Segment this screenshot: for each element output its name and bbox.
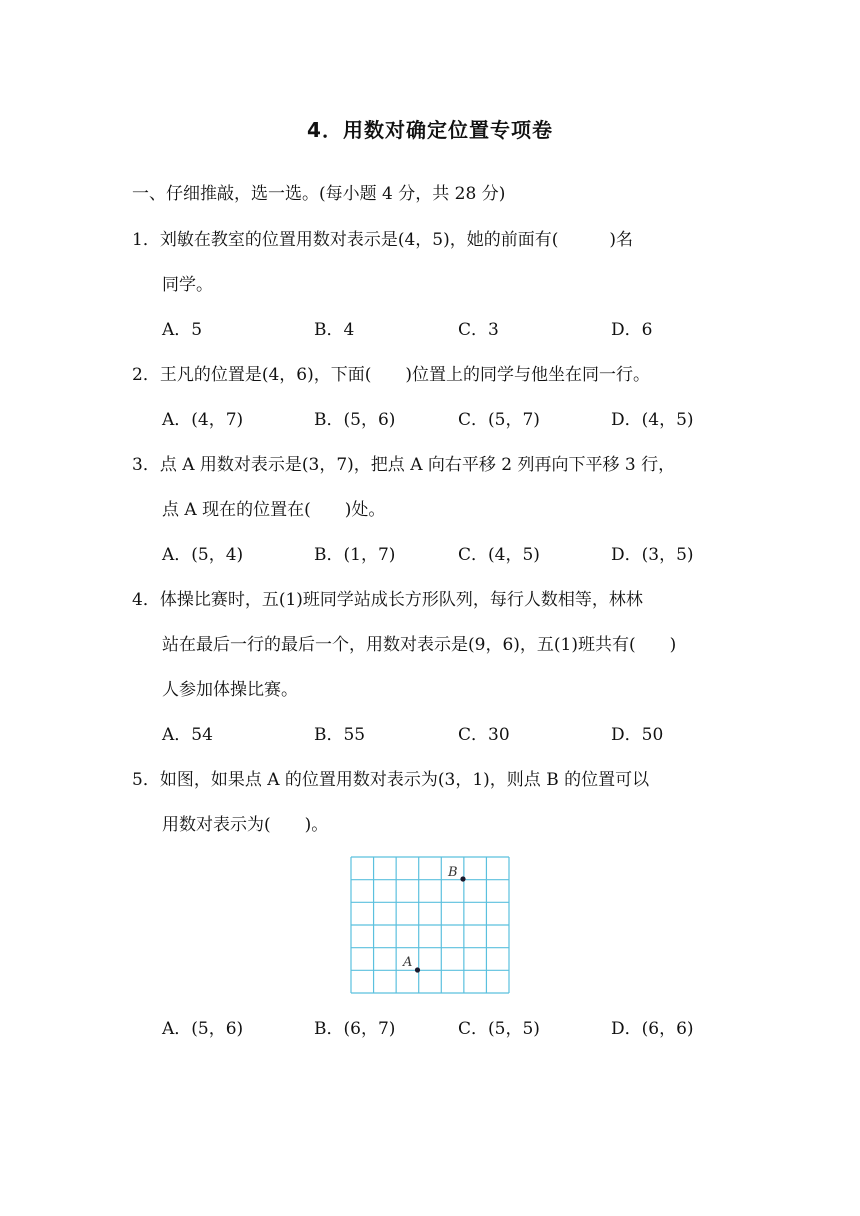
question-4-option-b[interactable]: B．55 bbox=[314, 725, 366, 745]
grid-lines bbox=[351, 857, 509, 993]
question-3-line-2: 点 A 现在的位置在( )处。 bbox=[162, 500, 386, 520]
question-4-line-2: 站在最后一行的最后一个，用数对表示是(9，6)，五(1)班共有( ) bbox=[162, 635, 677, 655]
question-5-option-d[interactable]: D．(6，6) bbox=[611, 1019, 694, 1039]
question-3-option-d[interactable]: D．(3，5) bbox=[611, 545, 694, 565]
question-1-option-b[interactable]: B．4 bbox=[314, 320, 355, 340]
question-1-option-d[interactable]: D．6 bbox=[611, 320, 653, 340]
question-4-option-d[interactable]: D．50 bbox=[611, 725, 664, 745]
question-3-option-b[interactable]: B．(1，7) bbox=[314, 545, 396, 565]
question-2-option-b[interactable]: B．(5，6) bbox=[314, 410, 396, 430]
point-b-label: B bbox=[448, 865, 458, 880]
question-5-option-a[interactable]: A．(5，6) bbox=[162, 1019, 244, 1039]
grid-figure bbox=[350, 856, 510, 994]
question-4-line-1: 4．体操比赛时，五(1)班同学站成长方形队列，每行人数相等，林林 bbox=[132, 590, 643, 610]
section-heading: 一、仔细推敲，选一选。(每小题 4 分，共 28 分) bbox=[132, 184, 506, 204]
question-2-option-a[interactable]: A．(4，7) bbox=[162, 410, 244, 430]
question-3-option-a[interactable]: A．(5，4) bbox=[162, 545, 244, 565]
question-1-option-a[interactable]: A．5 bbox=[162, 320, 203, 340]
question-3-line-1: 3．点 A 用数对表示是(3，7)，把点 A 向右平移 2 列再向下平移 3 行， bbox=[132, 455, 676, 475]
point-a-label: A bbox=[403, 955, 413, 970]
question-2-option-c[interactable]: C．(5，7) bbox=[458, 410, 540, 430]
question-1-line-1: 1．刘敏在教室的位置用数对表示是(4，5)，她的前面有( )名 bbox=[132, 230, 633, 250]
question-4-option-a[interactable]: A．54 bbox=[162, 725, 213, 745]
question-5-option-b[interactable]: B．(6，7) bbox=[314, 1019, 396, 1039]
question-2-line-1: 2．王凡的位置是(4，6)，下面( )位置上的同学与他坐在同一行。 bbox=[132, 365, 650, 385]
point-a bbox=[415, 967, 420, 972]
question-5-line-1: 5．如图，如果点 A 的位置用数对表示为(3，1)，则点 B 的位置可以 bbox=[132, 770, 650, 790]
question-4-option-c[interactable]: C．30 bbox=[458, 725, 510, 745]
question-2-option-d[interactable]: D．(4，5) bbox=[611, 410, 694, 430]
question-1-line-2: 同学。 bbox=[162, 275, 213, 295]
grid-svg bbox=[350, 856, 510, 994]
page-title: 4．用数对确定位置专项卷 bbox=[307, 118, 553, 142]
question-3-option-c[interactable]: C．(4，5) bbox=[458, 545, 540, 565]
question-1-option-c[interactable]: C．3 bbox=[458, 320, 499, 340]
question-5-line-2: 用数对表示为( )。 bbox=[162, 815, 329, 835]
question-5-option-c[interactable]: C．(5，5) bbox=[458, 1019, 540, 1039]
question-4-line-3: 人参加体操比赛。 bbox=[162, 680, 298, 700]
point-b bbox=[460, 876, 465, 881]
